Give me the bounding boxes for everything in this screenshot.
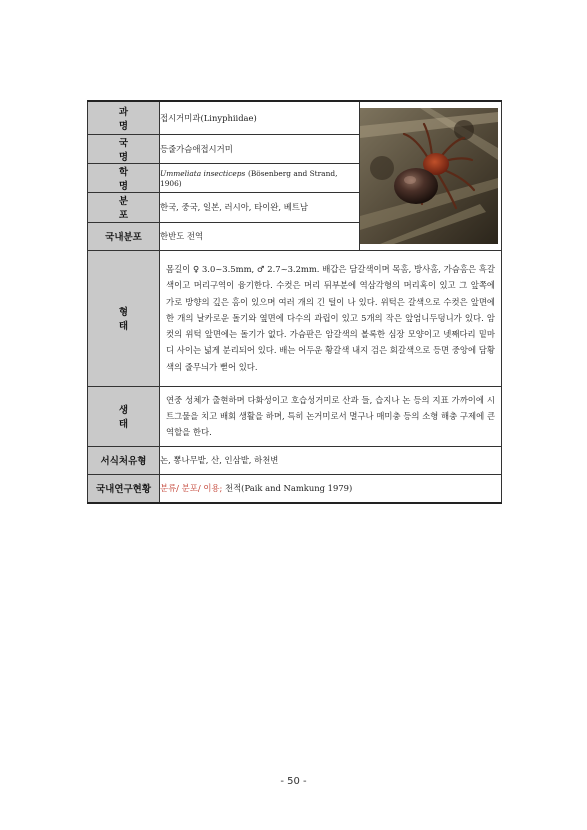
row-family: [88, 101, 502, 134]
value-research: [160, 474, 502, 503]
value-habitat: 논, 뽕나무밭, 산, 인삼밭, 하천변: [160, 446, 502, 474]
label-scientific-name: 학 명: [88, 163, 160, 192]
label-morphology: 형 태: [88, 250, 160, 386]
label-research: 국내연구현황: [88, 474, 160, 503]
row-morphology: [88, 250, 502, 386]
label-ecology: 생 태: [88, 386, 160, 446]
page-number: - 50 -: [280, 776, 307, 787]
scientific-binomial: Ummeliata insecticeps: [160, 168, 246, 178]
label-korean-name: 국 명: [88, 134, 160, 163]
scientific-author: (Bösenberg and Strand, 1906): [160, 168, 338, 188]
row-ecology: [88, 386, 502, 446]
value-ecology: 연중 성체가 출현하며 다화성이고 호습성거미로 산과 들, 습지나 논 등의 지표 가까이에 시트그물을 치고 배회 생활을 하며, 특히 논거미로서 멸구나 매미충 등의 소형 해충 구제에 큰 역할을 한다.: [160, 386, 502, 446]
row-habitat: [88, 446, 502, 474]
species-sheet: [87, 100, 501, 504]
research-natural-enemy: 천적(Paik and Namkung 1979): [222, 483, 353, 494]
label-distribution: 분 포: [88, 192, 160, 222]
value-family: 접시거미과(Linyphiidae): [160, 101, 360, 134]
research-highlighted: 분류/ 분포/ 이용;: [160, 483, 223, 494]
photo-cell: [360, 101, 502, 250]
label-domestic-distribution: 국내분포: [88, 222, 160, 250]
value-morphology: 몸길이 ♀ 3.0~3.5mm, ♂ 2.7~3.2mm. 배갑은 담갈색이며 목홈, 방사홈, 가슴홈은 흑갈색이고 머리구역이 융기한다. 수컷은 머리 뒤부분에 역삼각형의 머리혹이 있고 그 앞쪽에 가로 방향의 깊은 홈이 있으며 여러 개의 긴 털이 나 있다. 위턱은 갈색으로 수컷은 앞면에 한 개의 날카로운 돌기와 옆면에 다수의 과립이 있고 5개의 작은 앞엄니두덩니가 있다. 암컷의 위턱 앞면에는 돌기가 없다. 가슴판은 암갈색의 볼록한 심장 모양이고 넷째다리 밑마디 사이는 넓게 분리되어 있다. 배는 어두운 황갈색 내지 검은 회갈색으로 등면 중앙에 담황색의 줄무늬가 뻗어 있다.: [160, 250, 502, 386]
species-table: [87, 100, 502, 504]
value-distribution: 한국, 중국, 일본, 러시아, 타이완, 베트남: [160, 192, 360, 222]
value-korean-name: 등줄가슴애접시거미: [160, 134, 360, 163]
spider-photo: [360, 108, 498, 244]
row-research: [88, 474, 502, 503]
value-domestic-distribution: 한반도 전역: [160, 222, 360, 250]
spider-illustration: [360, 108, 498, 244]
value-scientific-name: [160, 163, 360, 192]
label-habitat: 서식처유형: [88, 446, 160, 474]
label-family: 과 명: [88, 101, 160, 134]
